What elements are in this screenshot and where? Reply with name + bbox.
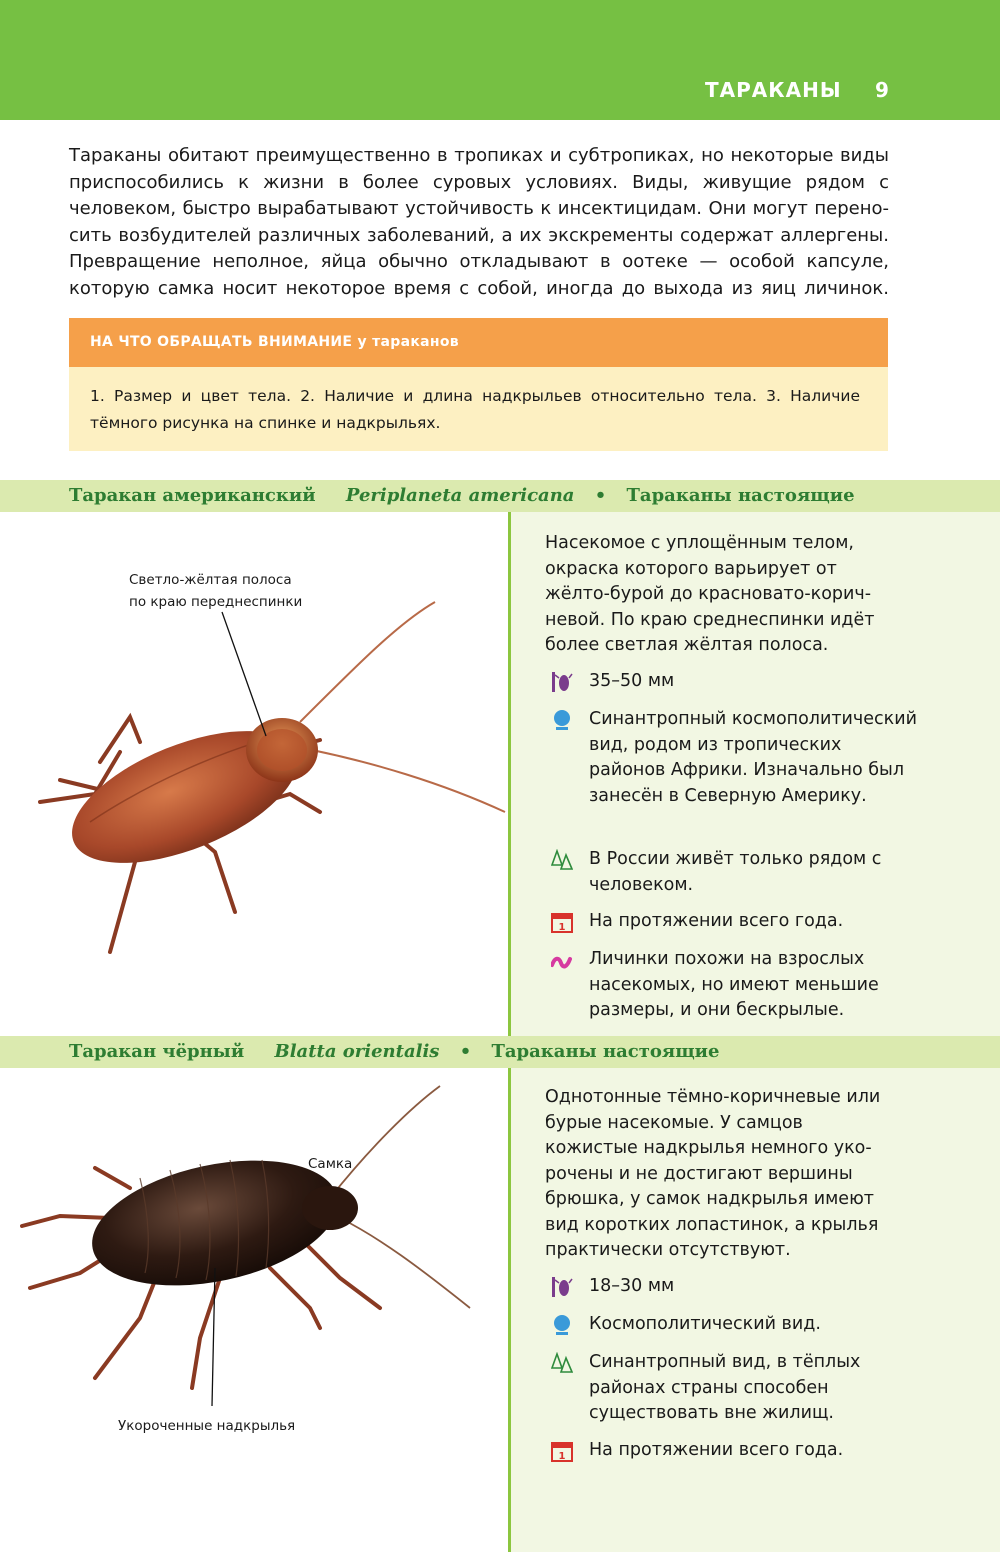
intro-line: Превращение неполное, яйца обычно откладывают в оотеке — особой капсуле, bbox=[69, 251, 889, 272]
svg-text:1: 1 bbox=[558, 1451, 566, 1462]
species-latin: Blatta orientalis bbox=[274, 1041, 440, 1062]
calendar-icon bbox=[551, 911, 573, 933]
fact-size-text: 35–50 мм bbox=[589, 671, 675, 691]
calendar-icon bbox=[551, 1440, 573, 1462]
running-header bbox=[0, 78, 1000, 108]
intro-paragraph bbox=[69, 143, 889, 302]
attention-header bbox=[69, 318, 888, 367]
species-header-oriental bbox=[0, 1036, 1000, 1068]
svg-text:1: 1 bbox=[558, 922, 566, 933]
page-number: 9 bbox=[875, 78, 889, 102]
american-cockroach-image bbox=[0, 512, 506, 1036]
section-title: ТАРАКАНЫ bbox=[705, 78, 842, 102]
ruler-bug-icon bbox=[551, 1276, 573, 1298]
fact-season-text: На протяжении всего года. bbox=[589, 911, 844, 931]
species-header-american bbox=[0, 480, 1000, 512]
fact-season-text: На протяжении всего года. bbox=[589, 1440, 844, 1460]
american-info-panel bbox=[508, 512, 1000, 1036]
fact-distribution-text: Синантропный космополитический вид, родом из тропических районов Африки. Изначально был занесён в Северную Америку. bbox=[589, 709, 917, 806]
species-description: Насекомое с уплощённым телом, окраска которого варьирует от жёлто-бурой до красновато-корич-невой. По краю среднеспинки идёт более светлая жёлтая полоса. bbox=[545, 533, 875, 655]
attention-title-tail: у тараканов bbox=[357, 334, 459, 350]
species-family: Тараканы настоящие bbox=[626, 485, 855, 506]
fact-habitat-text: В России живёт только рядом с человеком. bbox=[589, 849, 882, 895]
intro-line: которую самка носит некоторое время с собой, иногда до выхода из яиц личинок. bbox=[69, 277, 889, 299]
species-description: Однотонные тёмно-коричневые или бурые насекомые. У самцов кожистые надкрылья немного уко-рочены и не достигают вершины брюшка, у самок надкрылья имеют вид коротких лопастинок, а крылья практически отсутствуют. bbox=[545, 1087, 881, 1260]
label-pronotum-1: Светло-жёлтая полоса bbox=[129, 572, 292, 588]
ruler-bug-icon bbox=[551, 671, 573, 693]
globe-icon bbox=[551, 709, 573, 731]
attention-text: 1. Размер и цвет тела. 2. Наличие и длина надкрыльев относительно тела. 3. Наличие тёмного рисунка на спинке и надкрыльях. bbox=[90, 387, 860, 432]
habitat-icon bbox=[551, 1352, 573, 1374]
label-female: Самка bbox=[308, 1156, 353, 1172]
globe-icon bbox=[551, 1314, 573, 1336]
oriental-cockroach-illustration bbox=[0, 1068, 506, 1552]
label-pronotum-2: по краю переднеспинки bbox=[129, 594, 303, 610]
separator-dot: • bbox=[594, 485, 607, 506]
intro-line: человеком, быстро вырабатывают устойчивость к инсектицидам. Они могут перено- bbox=[69, 198, 889, 219]
fact-size-text: 18–30 мм bbox=[589, 1276, 675, 1296]
separator-dot: • bbox=[459, 1041, 472, 1062]
attention-title: НА ЧТО ОБРАЩАТЬ ВНИМАНИЕ bbox=[90, 334, 353, 350]
larva-icon bbox=[551, 949, 573, 971]
habitat-icon bbox=[551, 849, 573, 871]
intro-line: Тараканы обитают преимущественно в тропиках и субтропиках, но некоторые виды bbox=[69, 145, 889, 166]
species-name: Таракан чёрный bbox=[69, 1041, 245, 1062]
intro-line: приспособились к жизни в более суровых условиях. Виды, живущие рядом с bbox=[69, 171, 889, 193]
attention-body bbox=[69, 367, 888, 451]
fact-distribution-text: Космополитический вид. bbox=[589, 1314, 821, 1334]
oriental-info-panel bbox=[508, 1068, 1000, 1552]
species-latin: Periplaneta americana bbox=[345, 485, 575, 506]
species-name: Таракан американский bbox=[69, 485, 316, 506]
fact-habitat-text: Синантропный вид, в тёплых районах страны способен существовать вне жилищ. bbox=[589, 1352, 861, 1423]
intro-line: сить возбудителей различных заболеваний, а их экскременты содержат аллергены. bbox=[69, 224, 889, 246]
american-cockroach-illustration bbox=[0, 512, 506, 1036]
label-short-wings: Укороченные надкрылья bbox=[118, 1418, 296, 1434]
fact-larvae-text: Личинки похожи на взрослых насекомых, но имеют меньшие размеры, и они бескрылые. bbox=[589, 949, 879, 1020]
oriental-cockroach-image bbox=[0, 1068, 506, 1552]
species-family: Тараканы настоящие bbox=[491, 1041, 720, 1062]
